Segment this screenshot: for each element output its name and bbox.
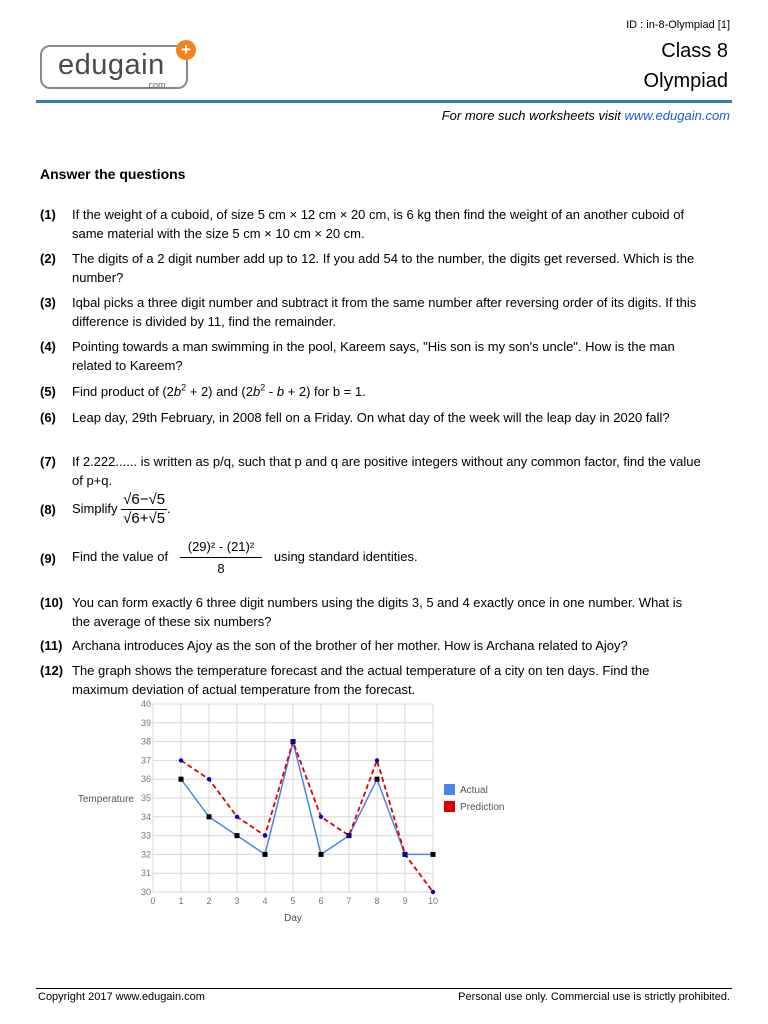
- question-text: You can form exactly 6 three digit numbers using the digits 3, 5 and 4 exactly once in one number. What is the average of these six numbers?: [72, 595, 683, 629]
- fraction: [121, 491, 167, 528]
- copyright-text: Copyright 2017 www.edugain.com: [38, 991, 205, 1003]
- legend-label-prediction: Prediction: [460, 802, 505, 813]
- x-tick-label: 5: [290, 896, 296, 906]
- question-number: (2): [40, 251, 56, 266]
- data-point-prediction: [431, 890, 435, 894]
- legend-swatch-actual: [444, 784, 455, 795]
- question-text: Leap day, 29th February, in 2008 fell on a Friday. On what day of the week will the leap day in 2020 fall?: [72, 410, 670, 425]
- data-point-prediction: [235, 815, 239, 819]
- data-point-prediction: [179, 758, 183, 762]
- y-tick-label: 40: [140, 699, 151, 709]
- fraction-denominator: √6+√5: [123, 510, 166, 527]
- question-number: (9): [40, 551, 56, 566]
- y-tick-label: 30: [140, 887, 151, 897]
- question-text: Pointing towards a man swimming in the pool, Kareem says, "His son is my son's uncle". How is the man related to Kareem?: [72, 339, 675, 373]
- fraction-numerator: √6−√5: [123, 491, 166, 508]
- visit-line: [442, 108, 730, 123]
- question-suffix: using standard identities.: [273, 548, 418, 564]
- data-point-prediction: [263, 833, 267, 837]
- question-text: If the weight of a cuboid, of size 5 cm × 12 cm × 20 cm, is 6 kg then find the weight of an another cuboid of same material with the size 5 cm × 10 cm × 20 cm.: [72, 207, 685, 241]
- question-text: If 2.222...... is written as p/q, such that p and q are positive integers without any common factor, find the value of p+q.: [72, 454, 701, 488]
- data-point-prediction: [403, 852, 407, 856]
- question-number: (3): [40, 295, 56, 310]
- y-tick-label: 38: [140, 736, 151, 747]
- x-tick-label: 9: [402, 896, 408, 906]
- data-point-prediction: [319, 815, 323, 819]
- x-axis-label: Day: [284, 913, 302, 924]
- usage-notice: Personal use only. Commercial use is strictly prohibited.: [458, 991, 730, 1003]
- question-number: (11): [40, 638, 63, 653]
- worksheet-id: ID : in-8-Olympiad [1]: [626, 19, 730, 31]
- data-point-actual: [207, 814, 212, 819]
- visit-link[interactable]: www.edugain.com: [624, 108, 730, 123]
- x-tick-label: 2: [206, 896, 212, 906]
- data-point-prediction: [347, 833, 351, 837]
- legend-label-actual: Actual: [460, 785, 488, 796]
- question-number: (4): [40, 339, 56, 354]
- question-text: Iqbal picks a three digit number and subtract it from the same number after reversing order of its digits. If this difference is divided by 11, find the remainder.: [72, 295, 697, 329]
- fraction-numerator: (29)² - (21)²: [180, 536, 262, 558]
- y-tick-label: 35: [140, 793, 151, 803]
- question-number: (1): [40, 207, 56, 222]
- x-tick-label: 7: [346, 896, 352, 906]
- question-text: [72, 536, 702, 579]
- footer-divider: [36, 988, 732, 989]
- data-point-actual: [431, 852, 436, 857]
- fraction-denominator: 8: [217, 561, 225, 576]
- y-tick-label: 39: [140, 717, 151, 728]
- x-tick-label: 8: [374, 896, 380, 906]
- legend-swatch-prediction: [444, 801, 455, 812]
- question-number: (10): [40, 595, 64, 610]
- data-point-actual: [319, 852, 324, 857]
- edugain-logo: [40, 45, 188, 89]
- y-tick-label: 33: [140, 830, 151, 841]
- data-point-actual: [179, 777, 184, 782]
- question-text: Simplify $\frac{√6-√5}{√6+√5}$ .: [72, 491, 171, 527]
- x-tick-label: 4: [262, 896, 268, 906]
- question-number: (6): [40, 410, 56, 425]
- section-title: Answer the questions: [40, 166, 186, 182]
- temperature-chart: [0, 695, 768, 935]
- question-text: Find product of $(2b^2 + 2)$ and $(2b^2 - b + 2)$ for b = 1.: [72, 382, 366, 399]
- y-tick-label: 34: [140, 811, 151, 822]
- x-tick-label: 10: [427, 896, 439, 906]
- question-prefix: Find the value of: [72, 548, 169, 564]
- y-tick-label: 37: [140, 755, 151, 766]
- question-8: [40, 491, 700, 531]
- fraction: [180, 536, 262, 579]
- x-tick-label: 0: [150, 896, 156, 906]
- header-divider: [36, 100, 732, 103]
- plus-icon: +: [176, 40, 196, 60]
- y-tick-label: 31: [140, 868, 151, 879]
- data-point-actual: [235, 833, 240, 838]
- data-point-actual: [375, 777, 380, 782]
- y-axis-label: Temperature: [77, 794, 134, 805]
- question-9: [40, 536, 700, 582]
- class-label: Class 8: [661, 40, 728, 62]
- logo-subtext: .com: [146, 80, 166, 90]
- question-number: (12): [40, 663, 64, 678]
- x-tick-label: 1: [178, 896, 184, 906]
- question-prefix: Simplify: [72, 500, 122, 516]
- data-point-prediction: [291, 739, 295, 743]
- data-point-prediction: [375, 758, 379, 762]
- subject-label: Olympiad: [643, 70, 728, 92]
- question-text: The graph shows the temperature forecast and the actual temperature of a city on ten days. Find the maximum deviation of actual temperature from the forecast.: [72, 663, 650, 697]
- question-number: (5): [40, 384, 56, 399]
- x-tick-label: 6: [318, 896, 324, 906]
- question-text: Archana introduces Ajoy as the son of the brother of her mother. How is Archana related to Ajoy?: [72, 638, 628, 653]
- logo-text: edugain: [58, 49, 165, 81]
- data-point-prediction: [207, 777, 211, 781]
- question-text: The digits of a 2 digit number add up to 12. If you add 54 to the number, the digits get reversed. Which is the number?: [72, 251, 695, 285]
- visit-text: For more such worksheets visit: [441, 108, 625, 123]
- question-number: (7): [40, 454, 56, 469]
- y-tick-label: 36: [140, 774, 151, 785]
- question-number: (8): [40, 502, 56, 517]
- data-point-actual: [263, 852, 268, 857]
- x-tick-label: 3: [234, 896, 240, 906]
- y-tick-label: 32: [140, 849, 151, 860]
